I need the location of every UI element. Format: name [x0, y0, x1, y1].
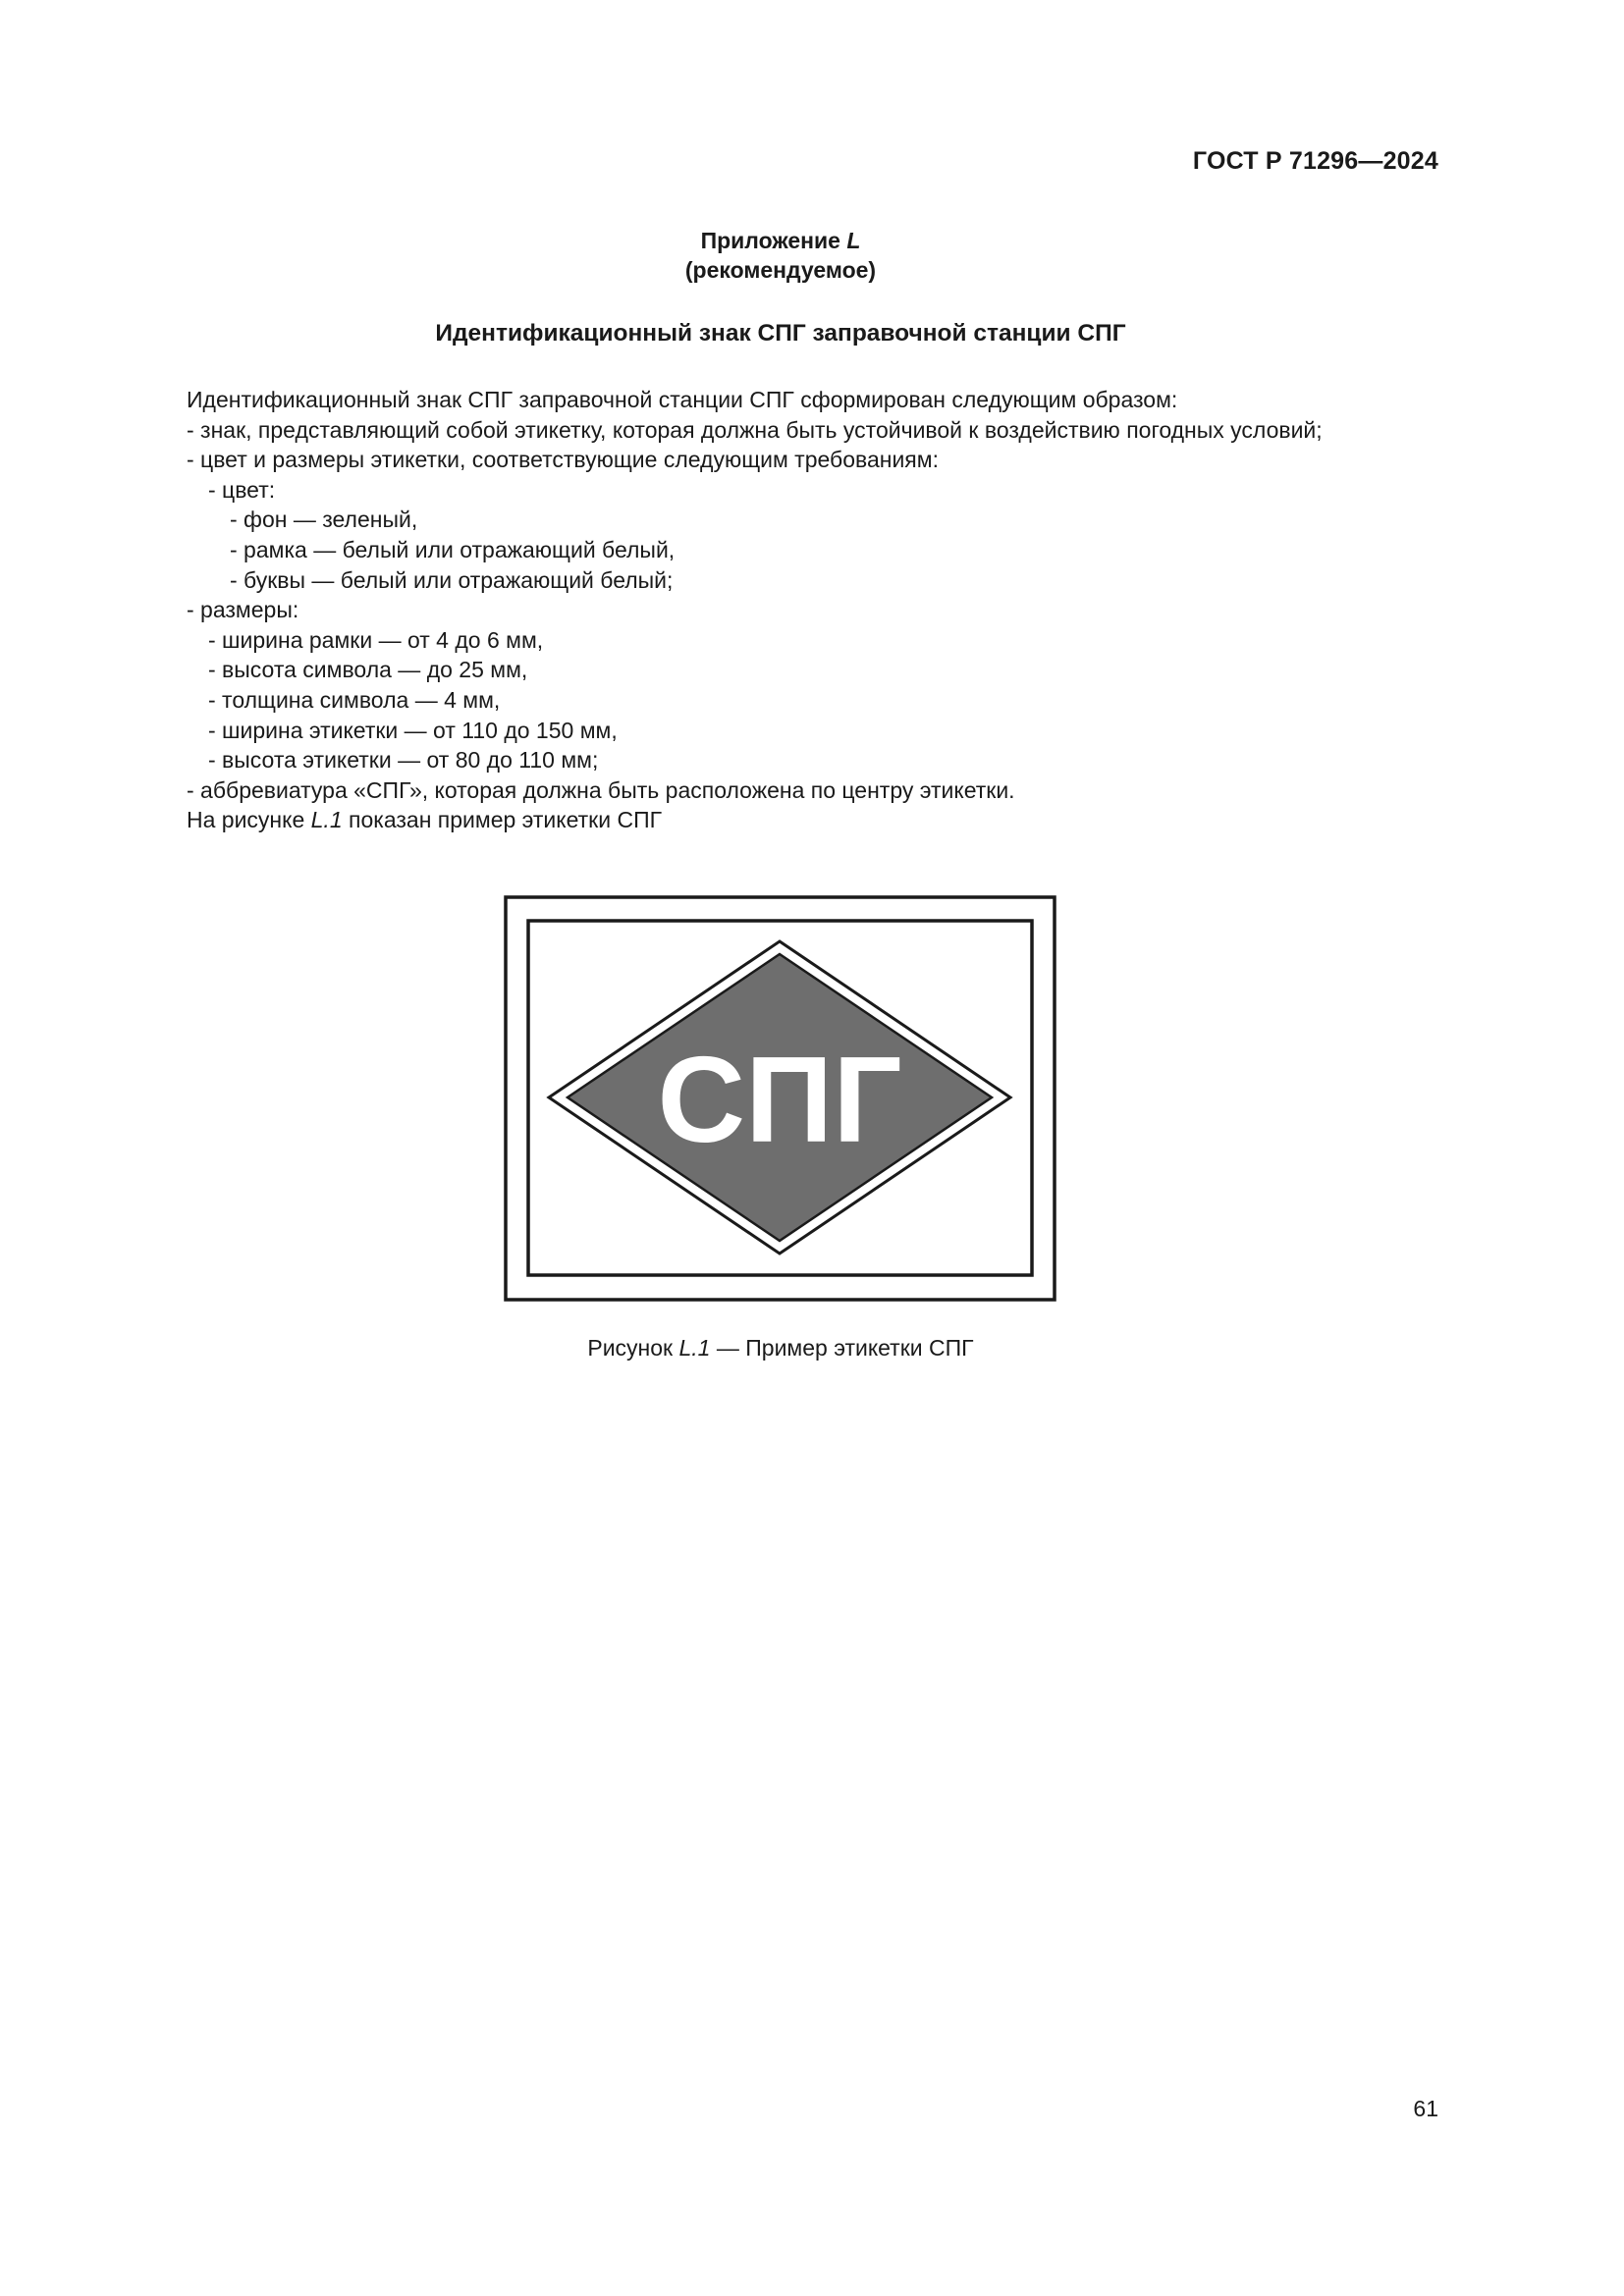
list-item: - высота символа — до 25 мм, — [208, 657, 528, 683]
document-code: ГОСТ Р 71296—2024 — [1192, 147, 1438, 175]
list-item: - аббревиатура «СПГ», которая должна быть расположена по центру этикетки. — [187, 776, 1015, 803]
annex-label-line — [0, 226, 1561, 255]
annex-letter: L — [846, 228, 861, 253]
sign-text-spg: СПГ — [657, 1033, 902, 1168]
annex-status: (рекомендуемое) — [684, 257, 877, 283]
caption-id: L.1 — [678, 1335, 711, 1361]
list-item: - знак, представляющий собой этикетку, которая должна быть устойчивой к воздействию погодных условий; — [187, 416, 1323, 443]
list-item: - размеры: — [187, 597, 299, 623]
spg-label-figure — [504, 895, 1056, 1302]
page-number: 61 — [1413, 2096, 1438, 2121]
list-item: - рамка — белый или отражающий белый, — [230, 536, 676, 562]
figure-caption — [0, 1335, 1561, 1362]
figure-ref-suffix: показан пример этикетки СПГ — [342, 807, 663, 833]
figure-reference-paragraph — [187, 805, 1453, 835]
list-item: - толщина символа — 4 мм, — [208, 686, 501, 713]
figure-ref-prefix: На рисунке — [187, 807, 311, 833]
caption-suffix: — Пример этикетки СПГ — [710, 1335, 974, 1361]
annex-title — [0, 226, 1561, 285]
caption-prefix: Рисунок — [587, 1335, 679, 1361]
section-heading: Идентификационный знак СПГ заправочной станции СПГ — [435, 320, 1126, 347]
list-item: - цвет и размеры этикетки, соответствующие следующим требованиям: — [187, 447, 939, 473]
list-item: - цвет: — [208, 476, 276, 503]
annex-label: Приложение — [700, 228, 840, 253]
spg-label-drawing — [504, 895, 1056, 1302]
list-item: - высота этикетки — от 80 до 110 мм; — [208, 747, 599, 774]
list-item: - буквы — белый или отражающий белый; — [230, 566, 674, 593]
list-item: - фон — зеленый, — [230, 507, 418, 533]
list-item: - ширина рамки — от 4 до 6 мм, — [208, 626, 544, 653]
intro-paragraph: Идентификационный знак СПГ заправочной станции СПГ сформирован следующим образом: — [187, 387, 1178, 412]
body-text — [187, 385, 1453, 835]
list-item: - ширина этикетки — от 110 до 150 мм, — [208, 717, 618, 743]
figure-ref-id: L.1 — [310, 807, 343, 833]
